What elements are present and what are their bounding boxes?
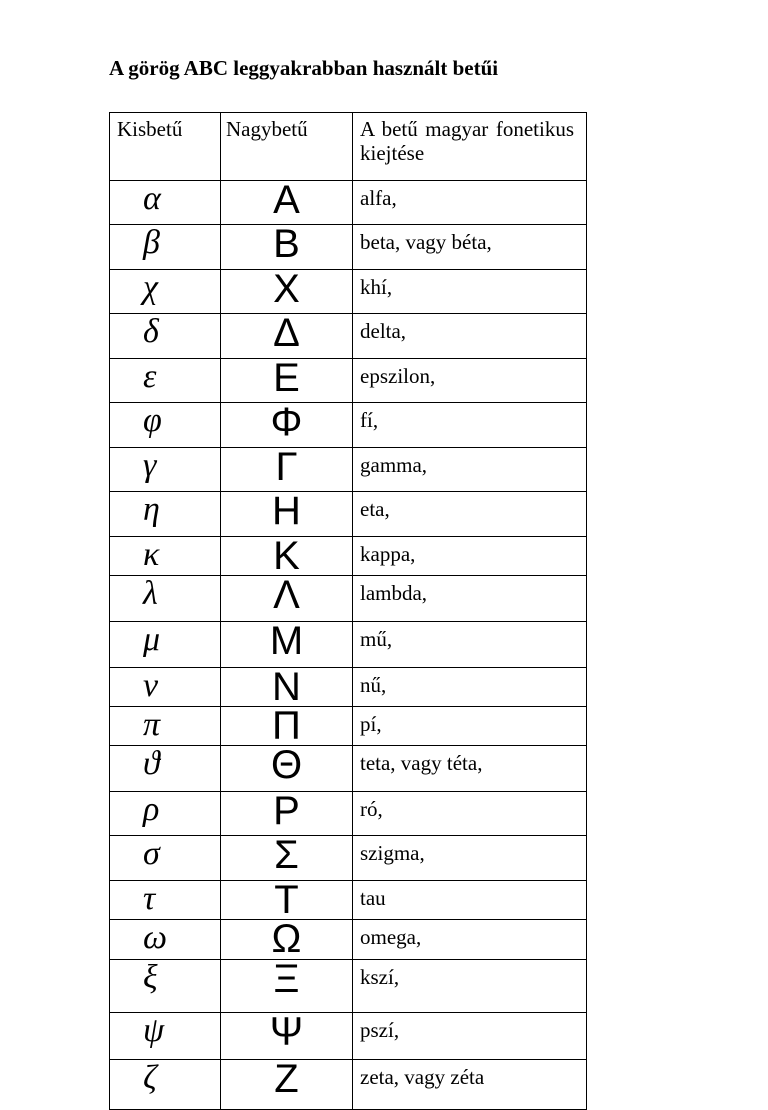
lowercase-letter-cell: μ	[110, 622, 221, 668]
lowercase-letter-cell: χ	[110, 270, 221, 314]
header-pronunciation: A betű magyar fonetikus kiejtése	[353, 113, 587, 181]
lowercase-letter-cell: ε	[110, 359, 221, 403]
table-row	[110, 1060, 587, 1110]
uppercase-letter-cell: Ψ	[221, 1013, 353, 1060]
table-row	[110, 622, 587, 668]
uppercase-letter-cell: Ε	[221, 359, 353, 403]
pronunciation-cell: fí,	[353, 403, 587, 448]
uppercase-letter-cell: Β	[221, 225, 353, 270]
lowercase-letter-cell: β	[110, 225, 221, 270]
table-row	[110, 707, 587, 746]
pronunciation-cell: mű,	[353, 622, 587, 668]
header-uppercase: Nagybetű	[221, 113, 353, 181]
table-row	[110, 576, 587, 622]
table-row	[110, 403, 587, 448]
uppercase-letter-cell: Π	[221, 707, 353, 746]
table-row	[110, 920, 587, 960]
table-row	[110, 314, 587, 359]
uppercase-letter-cell: Ν	[221, 668, 353, 707]
table-row	[110, 270, 587, 314]
table-row	[110, 1013, 587, 1060]
uppercase-letter-cell: Λ	[221, 576, 353, 622]
uppercase-letter-cell: Γ	[221, 448, 353, 492]
table-row	[110, 359, 587, 403]
table-row	[110, 746, 587, 792]
lowercase-letter-cell: ψ	[110, 1013, 221, 1060]
pronunciation-cell: lambda,	[353, 576, 587, 622]
uppercase-letter-cell: Ζ	[221, 1060, 353, 1110]
lowercase-letter-cell: ω	[110, 920, 221, 960]
pronunciation-cell: tau	[353, 881, 587, 920]
uppercase-letter-cell: Μ	[221, 622, 353, 668]
lowercase-letter-cell: λ	[110, 576, 221, 622]
table-row	[110, 668, 587, 707]
lowercase-letter-cell: φ	[110, 403, 221, 448]
lowercase-letter-cell: ρ	[110, 792, 221, 836]
lowercase-letter-cell: π	[110, 707, 221, 746]
lowercase-letter-cell: δ	[110, 314, 221, 359]
pronunciation-cell: gamma,	[353, 448, 587, 492]
pronunciation-cell: nű,	[353, 668, 587, 707]
table-header-row	[110, 113, 587, 181]
uppercase-letter-cell: Ω	[221, 920, 353, 960]
uppercase-letter-cell: Τ	[221, 881, 353, 920]
table-row	[110, 448, 587, 492]
pronunciation-cell: omega,	[353, 920, 587, 960]
page-title: A görög ABC leggyakrabban használt betűi	[109, 56, 499, 80]
table-row	[110, 836, 587, 881]
pronunciation-cell: eta,	[353, 492, 587, 537]
lowercase-letter-cell: ν	[110, 668, 221, 707]
uppercase-letter-cell: Δ	[221, 314, 353, 359]
lowercase-letter-cell: ξ	[110, 960, 221, 1013]
table-row	[110, 792, 587, 836]
lowercase-letter-cell: κ	[110, 537, 221, 576]
table-row	[110, 960, 587, 1013]
uppercase-letter-cell: Κ	[221, 537, 353, 576]
table-row	[110, 881, 587, 920]
pronunciation-cell: pszí,	[353, 1013, 587, 1060]
pronunciation-cell: delta,	[353, 314, 587, 359]
pronunciation-cell: kszí,	[353, 960, 587, 1013]
pronunciation-cell: kappa,	[353, 537, 587, 576]
pronunciation-cell: beta, vagy béta,	[353, 225, 587, 270]
uppercase-letter-cell: Φ	[221, 403, 353, 448]
table-row	[110, 225, 587, 270]
lowercase-letter-cell: σ	[110, 836, 221, 881]
lowercase-letter-cell: η	[110, 492, 221, 537]
pronunciation-cell: ró,	[353, 792, 587, 836]
pronunciation-cell: pí,	[353, 707, 587, 746]
pronunciation-cell: alfa,	[353, 181, 587, 225]
pronunciation-cell: szigma,	[353, 836, 587, 881]
lowercase-letter-cell: γ	[110, 448, 221, 492]
pronunciation-cell: teta, vagy téta,	[353, 746, 587, 792]
uppercase-letter-cell: Θ	[221, 746, 353, 792]
pronunciation-cell: zeta, vagy zéta	[353, 1060, 587, 1110]
lowercase-letter-cell: ϑ	[110, 746, 221, 792]
greek-alphabet-table	[109, 112, 587, 1110]
uppercase-letter-cell: Σ	[221, 836, 353, 881]
uppercase-letter-cell: Ξ	[221, 960, 353, 1013]
table-body	[110, 113, 587, 1110]
header-lowercase: Kisbetű	[110, 113, 221, 181]
uppercase-letter-cell: Ρ	[221, 792, 353, 836]
table-row	[110, 181, 587, 225]
table-row	[110, 492, 587, 537]
pronunciation-cell: epszilon,	[353, 359, 587, 403]
lowercase-letter-cell: τ	[110, 881, 221, 920]
uppercase-letter-cell: Χ	[221, 270, 353, 314]
pronunciation-cell: khí,	[353, 270, 587, 314]
table-row	[110, 537, 587, 576]
uppercase-letter-cell: Η	[221, 492, 353, 537]
lowercase-letter-cell: ζ	[110, 1060, 221, 1110]
lowercase-letter-cell: α	[110, 181, 221, 225]
uppercase-letter-cell: Α	[221, 181, 353, 225]
